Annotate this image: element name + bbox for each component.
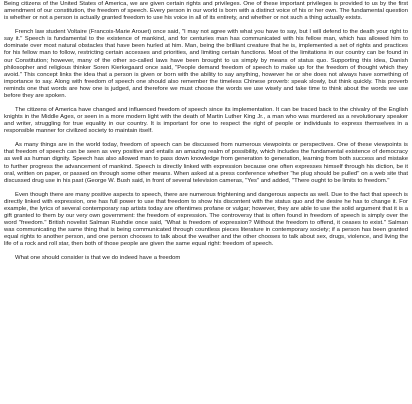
essay-paragraph-dangers: Even though there are many positive aspects to speech, there are numerous frightening and dangerous aspects as well. Due to the fact that speech is directly linked with expression, one has full power to use that freedom to show his discontent with the status quo and the desire he has to change it. For example, the lyrics of several contemporary rap artists today are oftentimes profane or vulgar; however, they are able to use the solid argument that it is a gift granted to them by our very own government: the freedom of expression. The controversy that is often found in freedom of speech is simply over the word "freedom." British novelist Salman Rushdie once said, "What is freedom of expression? Without the freedom to offend, it ceases to exist." Salman was communicating the same thing that is being communicated through countless pieces literature in contemporary society; if a person has been granted equal rights to another person, and one person chooses to talk about the weather and the other chooses to talk about sex, drugs, violence, and living the life of a rock and roll star, then both of those people are given the same equal right: freedom of speech. (4, 191, 408, 248)
essay-paragraph-viewpoints: As many things are in the world today, freedom of speech can be discussed from numerous viewpoints or perspectives. One of these viewpoints is that freedom of speech can be seen as very positive and entails an amazing realm of possibility, which includes the fundamental existence of democracy as well as human dignity. Speech has also allowed man to pass down knowledge from generation to generation, learning from both success and mistake to further progress the advancement of mankind. Speech is directly linked with expression because one often expresses himself through his diction, be it oral, written on paper, or passed on through some other means. When asked at a press conference whether "he plug should be pulled" on a web site that discussed drug use in his past (George W. Bush said, in front of several television cameras, "Yes" and added, "There ought to be limits to freedom." (4, 142, 408, 184)
essay-paragraph-intro: Being citizens of the United States of America, we are given certain rights and privileges. One of these important privileges is provided to us by the first amendment of our constitution, the freedom of speech. Every person in our world is born with a distinct voice of his or her own. The fundamental question is whether or not a person is actually granted freedom to use his voice in all of its entirety, and whether or not such a thing actually exists. (4, 1, 408, 22)
essay-paragraph-voltaire: French law student Voltaire (Francois-Marie Arouet) once said, "I may not agree with what you have to say, but I will defend to the death your right to say it." Speech is fundamental to the existence of mankind, and for centuries man has communicated with his fellow man, which has allowed him to dominate over most natural obstacles that have been hurled at him. Man, being the brilliant creature that he is, implemented a set of rights and practices for his fellow man to follow, restricting certain accesses and priorities, and limiting certain functions. Most of the limitations in our country can be found in our Constitution; however, many of the other so-called laws have been brought to us simply by means of status quo. Supporting this idea, Danish philosopher and religious thinker Soren Kierkegaard once said, "People demand freedom of speech to make up for the freedom of thought which they avoid." This concept links the idea that a person is given or born with the ability to say anything, however he or she does not always have something of importance to say. Along with freedom of speech one should also remember the timeless Chinese proverb: speak slowly, but think quickly. This proverb reminds one that words are how one is judged, and therefore we must choose the words we use wisely and take time to think about the words we use before they are spoken. (4, 29, 408, 99)
essay-paragraph-closing: What one should consider is that we do indeed have a freedom (15, 255, 181, 262)
essay-paragraph-citizens: The citizens of America have changed and influenced freedom of speech since its implementation. It can be traced back to the chivalry of the English knights in the Middle Ages, or seen in a more modern light with the death of Martin Luther King Jr., a man who was murdered as a revolutionary speaker and writer, struggling for true equality in our country. It is important for one to respect the right of people or individuals to express themselves in a responsible manner for civilized society to maintain itself. (4, 106, 408, 135)
